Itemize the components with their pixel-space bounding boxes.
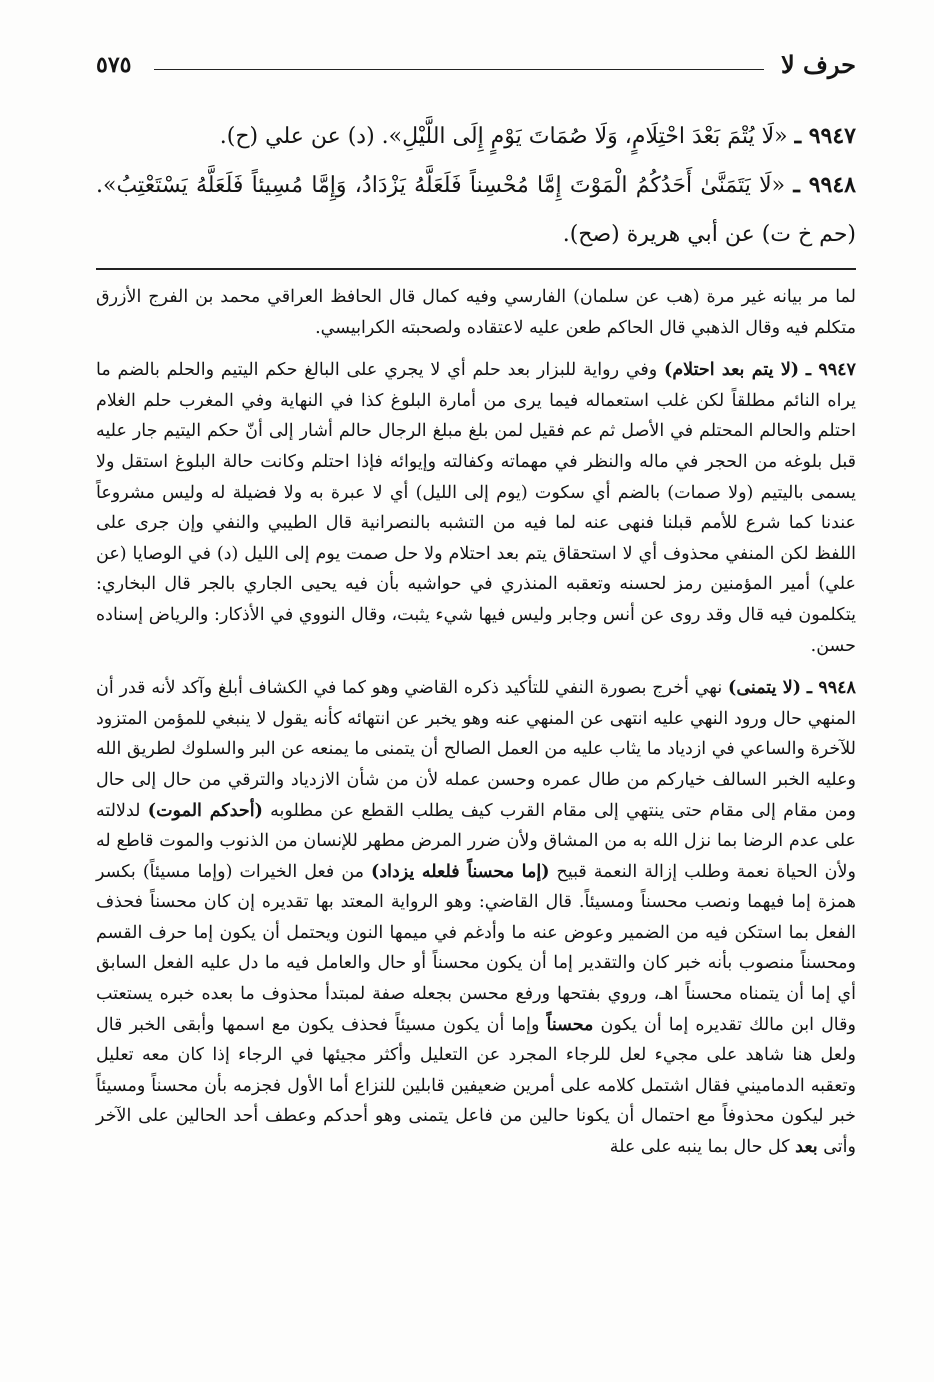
commentary-quote: (أحدكم الموت) bbox=[147, 800, 263, 821]
hadith-text: «لَا يَتَمَنَّىٰ أَحَدُكُمُ الْمَوْتَ إِمَّا مُحْسِناً فَلَعَلَّهُ يَزْدَادُ، وَإِمَّا مُسِيئاً فَلَعَلَّهُ يَسْتَعْتِبُ». (حم خ ت) عن أبي هريرة (صح). bbox=[96, 173, 856, 247]
hadith-9948 bbox=[96, 161, 856, 259]
commentary-intro: لما مر بيانه غير مرة (هب عن سلمان) الفارسي وفيه كمال قال الحافظ العراقي محمد بن الفرج الأزرق متكلم فيه وقال الذهبي قال الحاكم طعن عليه لاعتقاده ولصحبته الكرابيسي. bbox=[96, 287, 856, 338]
commentary-lead: (لا يتمنى) bbox=[728, 678, 802, 699]
commentary-body-part: نهي أخرج بصورة النفي للتأكيد ذكره القاضي وهو كما في الكشاف أبلغ وآكد لأنه قدر أن المنهي حال ورود النهي عليه انتهى عن المنهي عنه وهو يخبر عن انتهائه كأنه يقول لا ينبغي للمؤمن المتزود للآخرة والساعي في ازدياد ما يثاب عليه من العمل الصالح أن يتمنى ما يمنعه عن البر والسلوك لطريق الله وعليه الخبر السالف خياركم من طال عمره وحسن عمله لأن من شأن الازدياد والترقي من حال إلى حال ومن مقام إلى مقام حتى ينتهي إلى مقام القرب كيف يطلب القطع عن مطلوبه bbox=[96, 678, 856, 821]
commentary-quote: محسناً bbox=[546, 1014, 594, 1035]
commentary-body-part: لدلالته على عدم الرضا بما نزل الله به من المشاق ولأن ضرر المرض مطهر للإنسان من الذنوب والموت قاطع له ولأن الحياة نعمة وطلب إزالة النعمة قبيح bbox=[96, 800, 856, 882]
commentary-section bbox=[96, 282, 856, 1175]
hadith-number: ٩٩٤٧ ـ bbox=[794, 123, 856, 149]
commentary-quote: بعد bbox=[795, 1137, 818, 1158]
commentary-quote: (إما محسناً فلعله يزداد) bbox=[371, 861, 550, 882]
hadith-section bbox=[96, 112, 856, 259]
commentary-9948 bbox=[96, 673, 856, 1163]
page-number: ٥٧٥ bbox=[96, 52, 132, 78]
page-header bbox=[96, 44, 856, 84]
hadith-9947 bbox=[96, 112, 856, 161]
commentary-number: ٩٩٤٨ ـ bbox=[806, 678, 856, 699]
commentary-body: وفي رواية للبزار بعد حلم أي لا يجري على البالغ حكم اليتيم والحلم بالضم ما يراه النائم مطلقاً لكن غلب استعماله فيما يرى من أمارة البلوغ كذا في النهاية وفي المغرب حلم الغلام احتلم والحالم المحتلم في الأصل ثم عم فقيل لمن بلغ مبلغ الرجال حالم أشار إلى أنّ حكم اليتيم جار عليه قبل بلوغه من الحجر في ماله والنظر في مهماته وكفالته وإيوائه فإذا احتلم وكانت حالة البلوغ استقل ولا يسمى باليتيم (ولا صمات) بالضم أي سكوت (يوم إلى الليل) أي لا عبرة به ولا فضيلة له وليس مشروعاً عندنا كما شرع للأمم قبلنا فنهى عنه لما فيه من التشبه بالنصرانية قال الطيبي والنفي وإن جرى على اللفظ لكن المنفي محذوف أي لا استحقاق يتم بعد احتلام ولا حل صمت يوم إلى الليل (د) في الوصايا (عن علي) أمير المؤمنين رمز لحسنه وتعقبه المنذري في حواشيه بأن فيه يحيى الجاري بالجر قال البخاري: يتكلمون فيه قال وقد روى عن أنس وجابر وليس فيها شيء يثبت، وقال النووي في الأذكار: والرياض إسناده حسن. bbox=[96, 360, 856, 656]
commentary-lead: (لا يتم بعد احتلام) bbox=[664, 360, 800, 381]
commentary-body-part: كل حال بما ينبه على علة bbox=[609, 1137, 790, 1158]
footnote-separator bbox=[96, 268, 856, 270]
chapter-title: حرف لا bbox=[781, 50, 856, 79]
hadith-number: ٩٩٤٨ ـ bbox=[793, 172, 856, 198]
commentary-body-part: من فعل الخيرات (وإما مسيئاً) بكسر همزة إما فيهما ونصب محسناً ومسيئاً. قال القاضي: وهو الرواية المعتد بها تقديره إن كان محسناً فحذف الفعل بما استكن فيه من الضمير وعوض عنه ما وأدغم في ميمها النون ويحتمل أن يكون إما حرف القسم ومحسناً منصوب بأنه خبر كان والتقدير إما أن يكون محسناً أو حال والعامل فيه ما دل عليه الفعل السابق أي إما أن يتمناه محسناً اهـ، وروي بفتحها ورفع محسن بجعله صفة لمبتدأ محذوف ما بعده خبره يستعتب وقال ابن مالك تقديره إما أن يكون bbox=[96, 861, 856, 1035]
commentary-9947 bbox=[96, 355, 856, 661]
commentary-body-part: وإما أن يكون مسيئاً فحذف يكون مع اسمها وأبقى الخبر قال ولعل هنا شاهد على مجيء لعل للرجاء المجرد عن التعليل وأكثر مجيئها في الرجاء إذا كان معه تعليل وتعقبه الدماميني فقال اشتمل كلامه على أمرين ضعيفين قابلين للنزاع أما الأول فجزمه بأن محسناً ومسيئاً خبر ليكون محذوفاً مع احتمال أن يكونا حالين من فاعل يتمنى وهو أحدكم وعطف أحد الحالين على الآخر وأتى bbox=[96, 1014, 856, 1158]
hadith-text: «لَا يُتْمَ بَعْدَ احْتِلَامٍ، وَلَا صُمَاتَ يَوْمٍ إِلَى اللَّيْلِ». (د) عن علي (ح). bbox=[219, 124, 788, 149]
commentary-number: ٩٩٤٧ ـ bbox=[805, 360, 856, 381]
header-rule bbox=[154, 69, 764, 70]
